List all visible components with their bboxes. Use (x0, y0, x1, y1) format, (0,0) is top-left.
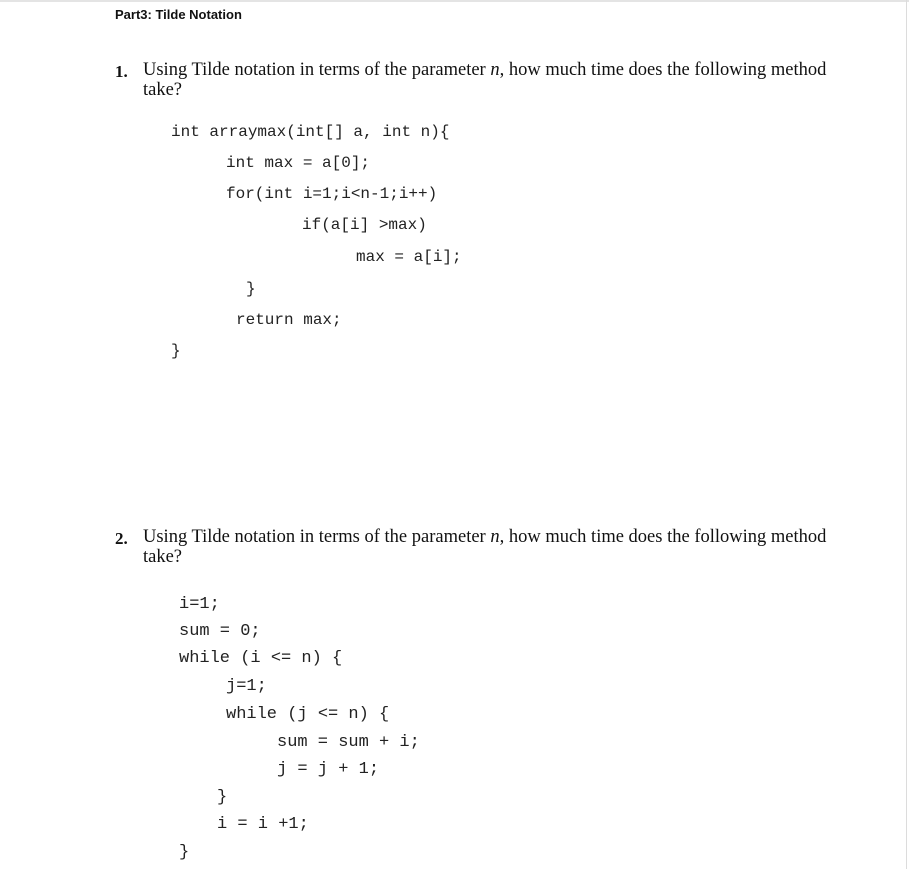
q1-code-line: int max = a[0]; (226, 154, 371, 172)
q2-code-line: i=1; (179, 595, 220, 614)
question-1-number: 1. (115, 62, 128, 81)
q2-code-line: j = j + 1; (277, 760, 380, 779)
q2-code-line: sum = sum + i; (277, 733, 420, 752)
q1-code-line: return max; (236, 311, 342, 329)
section-title: Part3: Tilde Notation (115, 7, 242, 22)
question-2-text (143, 527, 843, 567)
q1-code-line: for(int i=1;i<n-1;i++) (226, 185, 438, 203)
q1-code-line: if(a[i] >max) (302, 216, 427, 234)
q1-code-line: } (246, 280, 256, 298)
question-2-variable: n (490, 527, 500, 547)
question-1-variable: n (490, 60, 500, 80)
top-border (0, 0, 909, 2)
right-border (906, 0, 907, 869)
q1-code-line: int arraymax(int[] a, int n){ (171, 123, 450, 141)
q2-code-line: j=1; (226, 677, 267, 696)
question-1-text-lead: Using Tilde notation in terms of the parameter (143, 60, 486, 80)
q2-code-line: } (179, 843, 190, 862)
question-1-text (143, 60, 843, 100)
q2-code-line: } (217, 788, 228, 807)
q2-code-line: while (j <= n) { (226, 705, 390, 724)
q2-code-line: sum = 0; (179, 622, 261, 641)
question-1-text-tail: , how much time does the following method take? (143, 60, 827, 100)
q2-code-line: while (i <= n) { (179, 649, 343, 668)
question-2-text-tail: , how much time does the following method take? (143, 527, 827, 567)
q1-code-line: } (171, 342, 181, 360)
question-2-number: 2. (115, 529, 128, 548)
question-2-text-lead: Using Tilde notation in terms of the parameter (143, 527, 486, 547)
q1-code-line: max = a[i]; (356, 248, 462, 266)
q2-code-line: i = i +1; (217, 815, 309, 834)
